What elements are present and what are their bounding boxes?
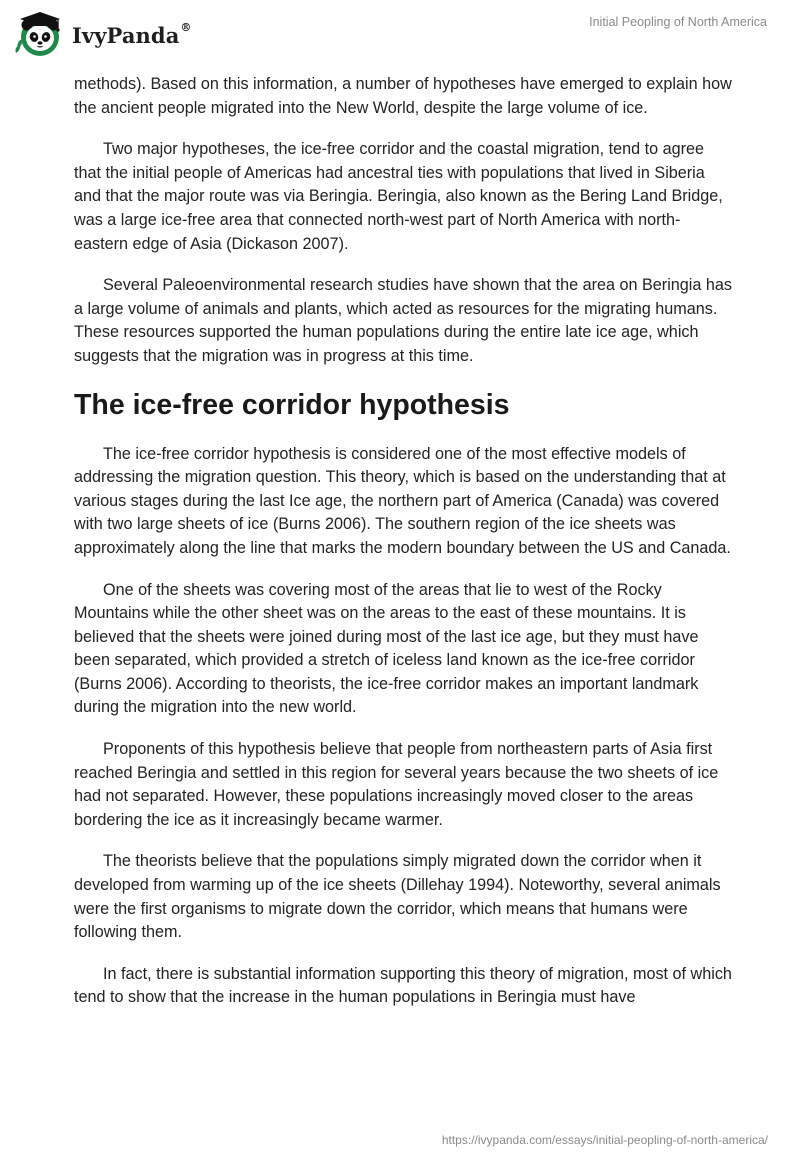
paragraph-7: The theorists believe that the populations simply migrated down the corridor when it developed from warming up of the ice sheets (Dillehay 1994). Noteworthy, several animals were the first organisms to migrate down the corridor, which means that humans were following them. xyxy=(74,852,721,942)
paragraph-6: Proponents of this hypothesis believe that people from northeastern parts of Asia first reached Beringia and settled in this region for several years because the two sheets of ice had not separated. However, these populations increasingly moved closer to the areas bordering the ice as it increasingly became warmer. xyxy=(74,740,719,829)
paragraph-2: Two major hypotheses, the ice-free corridor and the coastal migration, tend to agree that the initial people of Americas had ancestral ties with populations that lived in Siberia and that the major route was via Beringia. Beringia, also known as the Bering Land Bridge, was a large ice-free area that connected north-west part of North America with north-eastern edge of Asia (Dickason 2007). xyxy=(74,140,723,253)
registered-mark: ® xyxy=(180,20,192,34)
page-header xyxy=(0,0,800,70)
source-url-link[interactable]: https://ivypanda.com/essays/initial-peopling-of-north-america/ xyxy=(441,1133,768,1147)
paragraph-5: One of the sheets was covering most of the areas that lie to west of the Rocky Mountains while the other sheet was on the areas to the east of these mountains. It is believed that the sheets were joined during most of the last ice age, but they must have been separated, which provided a stretch of iceless land known as the ice-free corridor (Burns 2006). According to theorists, the ice-free corridor makes an important landmark during the migration into the new world. xyxy=(74,580,699,717)
paragraph-8: In fact, there is substantial information supporting this theory of migration, most of which tend to show that the increase in the human populations in Beringia must have xyxy=(74,964,732,1007)
paragraph-1: methods). Based on this information, a number of hypotheses have emerged to explain how the ancient people migrated into the New World, despite the large volume of ice. xyxy=(74,75,732,117)
paragraph-4: The ice-free corridor hypothesis is considered one of the most effective models of addressing the migration question. This theory, which is based on the understanding that at various stages during the last Ice age, the northern part of America (Canada) was covered with two large sheets of ice (Burns 2006). The southern region of the ice sheets was approximately along the line that marks the modern boundary between the US and Canada. xyxy=(74,444,731,557)
essay-content xyxy=(74,73,734,1028)
document-title: Initial Peopling of North America xyxy=(589,15,767,29)
ivypanda-logo[interactable] xyxy=(14,9,192,59)
logo-text: IvyPanda® xyxy=(72,20,192,48)
panda-graduate-logo-icon xyxy=(14,9,66,59)
paragraph-3: Several Paleoenvironmental research studies have shown that the area on Beringia has a large volume of animals and plants, which acted as resources for the migrating humans. These resources supported the human populations during the entire late ice age, which suggests that the migration was in progress at this time. xyxy=(74,276,732,365)
section-heading: The ice-free corridor hypothesis xyxy=(74,388,510,421)
